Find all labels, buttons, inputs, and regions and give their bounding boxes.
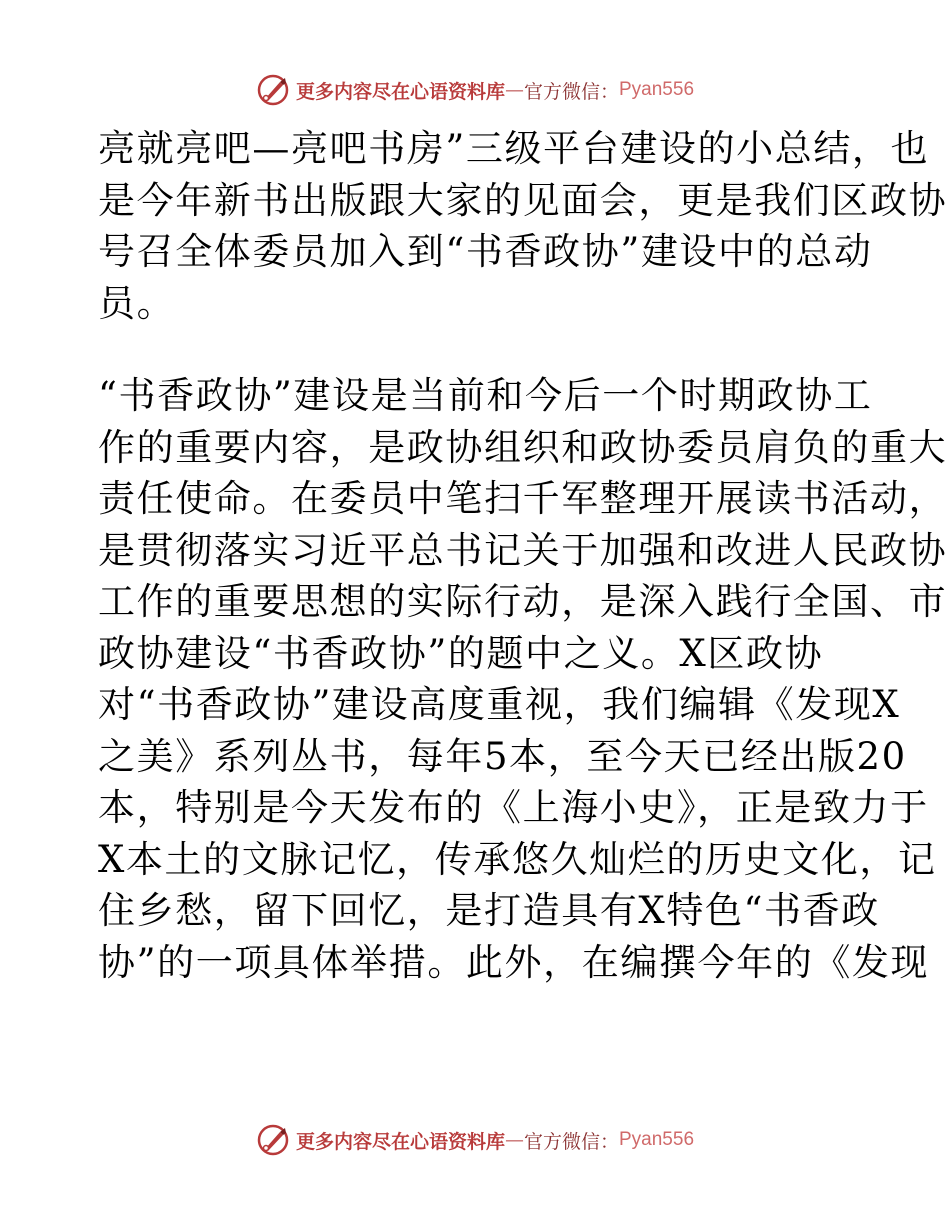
watermark-account: Pyan556 bbox=[619, 1129, 695, 1150]
paragraph-1 bbox=[98, 123, 948, 329]
footer-watermark bbox=[0, 1122, 950, 1158]
watermark-brand: 更多内容尽在心语资料库 bbox=[295, 1130, 505, 1153]
quill-pen-logo-icon bbox=[256, 1123, 290, 1157]
watermark-official-label: 官方微信： bbox=[523, 80, 619, 103]
watermark-separator: — bbox=[504, 79, 524, 101]
paragraph-line: 亮就亮吧—亮吧书房”三级平台建设的小总结，也 bbox=[98, 127, 930, 170]
paragraph-line: 之美》系列丛书，每年5本，至今天已经出版20 bbox=[98, 734, 907, 778]
quill-pen-logo-icon bbox=[256, 73, 290, 107]
paragraph-line: 对“书香政协”建设高度重视，我们编辑《发现X bbox=[98, 683, 901, 726]
paragraph-line: 住乡愁，留下回忆，是打造具有X特色“书香政 bbox=[98, 889, 880, 932]
paragraph-line: 政协建设“书香政协”的题中之义。X区政协 bbox=[98, 631, 824, 675]
watermark-separator: — bbox=[504, 1129, 524, 1151]
paragraph-line: “书香政协”建设是当前和今后一个时期政协工 bbox=[98, 374, 873, 417]
paragraph-line: 员。 bbox=[98, 281, 176, 325]
watermark-account: Pyan556 bbox=[619, 79, 695, 100]
watermark-official-label: 官方微信： bbox=[523, 1130, 619, 1153]
watermark-brand: 更多内容尽在心语资料库 bbox=[295, 80, 505, 103]
header-watermark bbox=[0, 72, 950, 108]
paragraph-line: 协”的一项具体举措。此外，在编撰今年的《发现 bbox=[98, 940, 930, 984]
paragraph-line: 本，特别是今天发布的《上海小史》，正是致力于 bbox=[98, 786, 929, 829]
paragraph-line: 作的重要内容，是政协组织和政协委员肩负的重大 bbox=[98, 425, 948, 469]
paragraph-line: 是今年新书出版跟大家的见面会，更是我们区政协 bbox=[98, 178, 948, 222]
paragraph-line: 号召全体委员加入到“书香政协”建设中的总动 bbox=[98, 230, 873, 273]
paragraph-line: 是贯彻落实习近平总书记关于加强和改进人民政协 bbox=[98, 528, 948, 572]
paragraph-line: 责任使命。在委员中笔扫千军整理开展读书活动， bbox=[98, 477, 948, 520]
paragraph-line: 工作的重要思想的实际行动，是深入践行全国、市 bbox=[98, 580, 948, 623]
paragraph-line: X本土的文脉记忆，传承悠久灿烂的历史文化，记 bbox=[98, 837, 937, 881]
paragraph-2 bbox=[98, 370, 948, 988]
